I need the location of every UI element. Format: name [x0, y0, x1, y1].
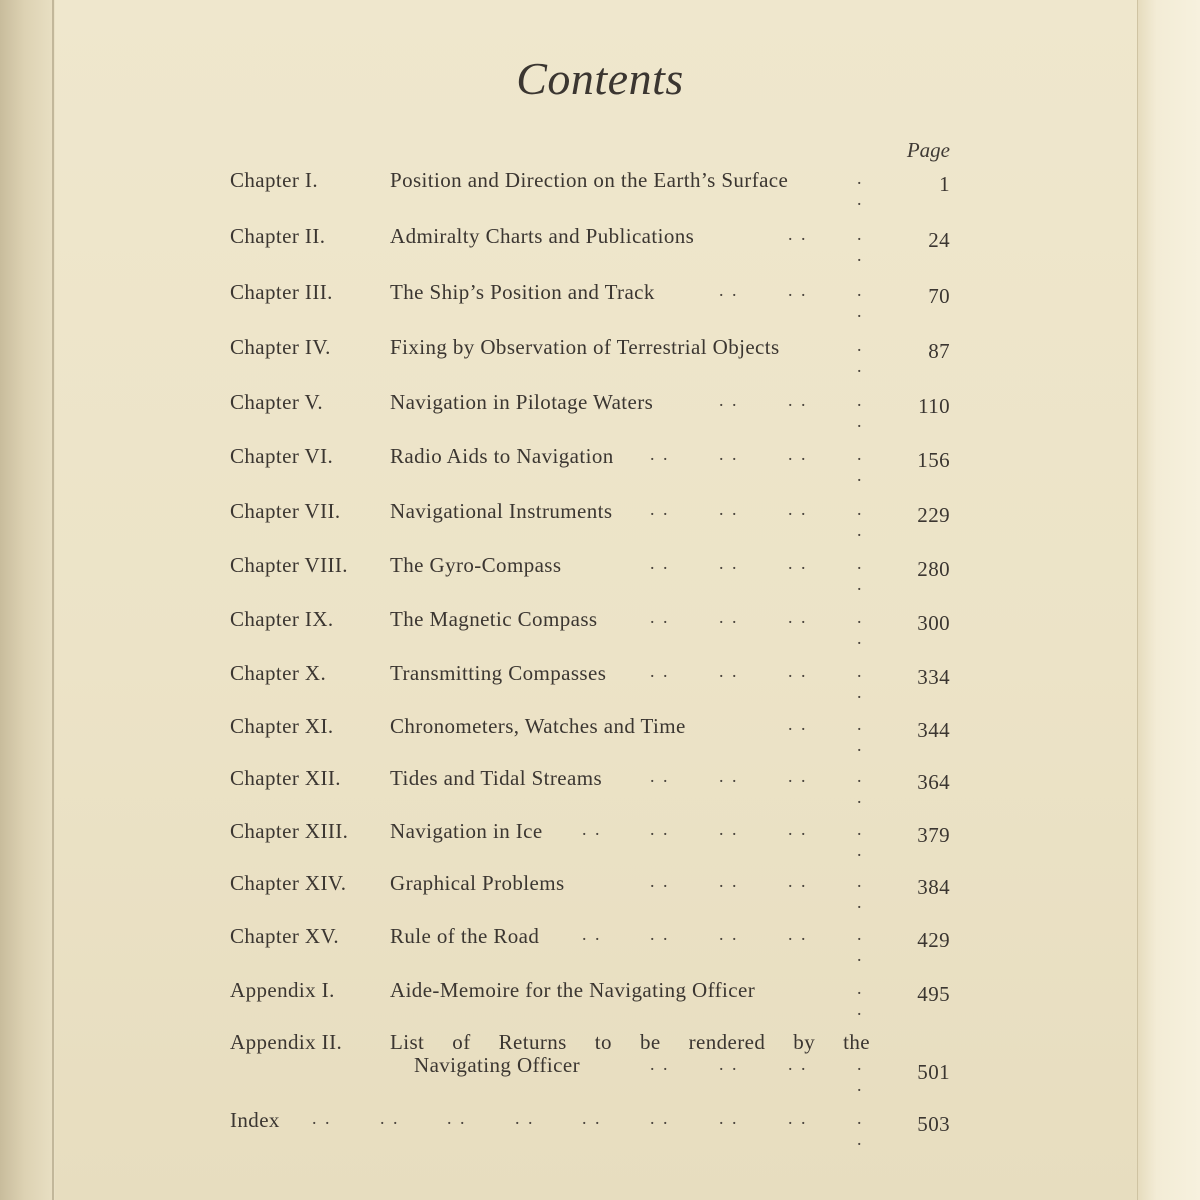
toc-label: Chapter XV.	[230, 924, 340, 948]
toc-label: Chapter XI.	[230, 714, 334, 738]
page-title: Contents	[516, 53, 684, 104]
leader-dots: . .	[719, 553, 739, 573]
leader-dots: . .	[582, 1108, 602, 1128]
toc-page: 501	[917, 1060, 950, 1084]
leader-dots: . .	[650, 607, 670, 627]
toc-leader	[230, 168, 870, 209]
toc-title: Rule of the Road	[390, 924, 540, 948]
leader-dots: . .	[857, 607, 864, 648]
leader-dots: . .	[312, 1108, 332, 1128]
toc-page: 344	[917, 718, 950, 742]
leader-dots: . .	[857, 714, 864, 755]
toc-label: Chapter XIV.	[230, 871, 347, 895]
toc-leader	[230, 553, 870, 594]
toc-leader	[230, 390, 870, 431]
toc-label: Chapter VI.	[230, 444, 334, 468]
toc-page: 1	[939, 172, 950, 196]
leader-dots: . .	[857, 1108, 864, 1149]
toc-label: Chapter I.	[230, 168, 318, 192]
leader-dots: . .	[719, 1108, 739, 1128]
toc-entry	[230, 499, 950, 540]
toc-label: Chapter V.	[230, 390, 324, 414]
toc-entry	[230, 714, 950, 755]
toc-title: The Magnetic Compass	[390, 607, 598, 631]
toc-page: 334	[917, 665, 950, 689]
toc-entry	[230, 871, 950, 912]
toc-title: Navigation in Pilotage Waters	[390, 390, 654, 414]
toc-title: Navigational Instruments	[390, 499, 613, 523]
toc-page: 24	[928, 228, 950, 252]
toc-leader	[230, 714, 870, 755]
toc-entry	[230, 607, 950, 648]
toc-leader	[230, 224, 870, 265]
leader-dots: . .	[788, 224, 808, 244]
toc-leader	[230, 871, 870, 912]
toc-leader	[230, 280, 870, 321]
leader-dots: . .	[650, 1054, 670, 1074]
toc-entry	[230, 280, 950, 321]
leader-dots: . .	[788, 553, 808, 573]
leader-dots: . .	[582, 819, 602, 839]
leader-dots: . .	[788, 1054, 808, 1074]
leader-dots: . .	[719, 390, 739, 410]
leader-dots: . .	[650, 499, 670, 519]
toc-leader	[230, 924, 870, 965]
leader-dots: . .	[857, 444, 864, 485]
leader-dots: . .	[857, 1054, 864, 1095]
toc-label: Chapter III.	[230, 280, 333, 304]
toc-label: Chapter XIII.	[230, 819, 349, 843]
toc-title: Graphical Problems	[390, 871, 565, 895]
toc-page: 70	[928, 284, 950, 308]
leader-dots: . .	[650, 871, 670, 891]
toc-title: The Ship’s Position and Track	[390, 280, 655, 304]
leader-dots: . .	[719, 607, 739, 627]
leader-dots: . .	[788, 819, 808, 839]
leader-dots: . .	[515, 1108, 535, 1128]
leader-dots: . .	[788, 661, 808, 681]
book-gutter	[0, 0, 55, 1200]
toc-entry	[230, 335, 950, 376]
leader-dots: . .	[650, 661, 670, 681]
toc-title: Position and Direction on the Earth’s Surface	[390, 168, 789, 192]
leader-dots: . .	[857, 978, 864, 1019]
leader-dots: . .	[447, 1108, 467, 1128]
toc-label: Appendix I.	[230, 978, 335, 1002]
leader-dots: . .	[719, 444, 739, 464]
toc-page: 503	[917, 1112, 950, 1136]
leader-dots: . .	[857, 661, 864, 702]
toc-page: 156	[917, 448, 950, 472]
toc-entry	[230, 224, 950, 265]
toc-leader	[230, 978, 870, 1019]
leader-dots: . .	[788, 871, 808, 891]
toc-title: Admiralty Charts and Publications	[390, 224, 695, 248]
toc-leader	[230, 1108, 870, 1149]
leader-dots: . .	[719, 871, 739, 891]
toc-page: 110	[918, 394, 950, 418]
toc-page: 364	[917, 770, 950, 794]
toc-entry	[230, 661, 950, 702]
toc-leader	[230, 607, 870, 648]
toc-entry	[230, 1030, 950, 1095]
leader-dots: . .	[650, 553, 670, 573]
toc-page: 87	[928, 339, 950, 363]
leader-dots: . .	[857, 553, 864, 594]
toc-label: Chapter IV.	[230, 335, 331, 359]
leader-dots: . .	[788, 1108, 808, 1128]
leader-dots: . .	[650, 766, 670, 786]
toc-title: The Gyro-Compass	[390, 553, 562, 577]
leader-dots: . .	[857, 390, 864, 431]
leader-dots: . .	[788, 924, 808, 944]
leader-dots: . .	[788, 280, 808, 300]
leader-dots: . .	[719, 1054, 739, 1074]
toc-entry	[230, 444, 950, 485]
toc-entry	[230, 978, 950, 1019]
leader-dots: . .	[857, 819, 864, 860]
leader-dots: . .	[857, 280, 864, 321]
leader-dots: . .	[857, 335, 864, 376]
leader-dots: . .	[857, 871, 864, 912]
leader-dots: . .	[857, 224, 864, 265]
toc-title: Fixing by Observation of Terrestrial Objects	[390, 335, 780, 359]
toc-title: List of Returns to be rendered by the	[390, 1030, 870, 1054]
toc-entry	[230, 390, 950, 431]
leader-dots: . .	[857, 499, 864, 540]
toc-title-continued: Navigating Officer	[414, 1053, 581, 1077]
leader-dots: . .	[788, 499, 808, 519]
toc-leader	[230, 335, 870, 376]
page-edge	[1137, 0, 1200, 1200]
leader-dots: . .	[857, 766, 864, 807]
toc-title: Tides and Tidal Streams	[390, 766, 603, 790]
leader-dots: . .	[788, 607, 808, 627]
leader-dots: . .	[650, 444, 670, 464]
page-column-heading: Page	[906, 138, 950, 162]
toc-page: 300	[917, 611, 950, 635]
leader-dots: . .	[650, 924, 670, 944]
toc-label: Appendix II.	[230, 1030, 343, 1054]
leader-dots: . .	[719, 499, 739, 519]
toc-label: Index	[230, 1108, 280, 1132]
toc-entry	[230, 553, 950, 594]
toc-entry	[230, 766, 950, 807]
toc-entry	[230, 168, 950, 209]
toc-entry	[230, 924, 950, 965]
toc-leader	[230, 1054, 870, 1095]
toc-page: 280	[917, 557, 950, 581]
leader-dots: . .	[788, 444, 808, 464]
leader-dots: . .	[380, 1108, 400, 1128]
toc-title: Transmitting Compasses	[390, 661, 607, 685]
leader-dots: . .	[788, 714, 808, 734]
toc-label: Chapter VIII.	[230, 553, 348, 577]
toc-page: 384	[917, 875, 950, 899]
leader-dots: . .	[719, 280, 739, 300]
toc-page: 229	[917, 503, 950, 527]
toc-leader	[230, 819, 870, 860]
toc-label: Chapter IX.	[230, 607, 334, 631]
toc-label: Chapter VII.	[230, 499, 341, 523]
toc-entry	[230, 819, 950, 860]
toc-label: Chapter XII.	[230, 766, 341, 790]
leader-dots: . .	[650, 1108, 670, 1128]
leader-dots: . .	[857, 168, 864, 209]
leader-dots: . .	[719, 819, 739, 839]
leader-dots: . .	[719, 924, 739, 944]
leader-dots: . .	[857, 924, 864, 965]
leader-dots: . .	[788, 390, 808, 410]
toc-title: Aide-Memoire for the Navigating Officer	[390, 978, 756, 1002]
toc-title: Radio Aids to Navigation	[390, 444, 614, 468]
leader-dots: . .	[719, 766, 739, 786]
toc-leader	[230, 661, 870, 702]
toc-leader	[230, 444, 870, 485]
toc-page: 429	[917, 928, 950, 952]
toc-leader	[230, 766, 870, 807]
leader-dots: . .	[788, 766, 808, 786]
leader-dots: . .	[719, 661, 739, 681]
leader-dots: . .	[582, 924, 602, 944]
leader-dots: . .	[650, 819, 670, 839]
toc-page: 495	[917, 982, 950, 1006]
gutter-line	[52, 0, 54, 1200]
toc-title: Navigation in Ice	[390, 819, 543, 843]
toc-leader	[230, 499, 870, 540]
toc-page: 379	[917, 823, 950, 847]
toc-entry	[230, 1108, 950, 1149]
toc-title: Chronometers, Watches and Time	[390, 714, 686, 738]
toc-label: Chapter II.	[230, 224, 326, 248]
toc-label: Chapter X.	[230, 661, 327, 685]
